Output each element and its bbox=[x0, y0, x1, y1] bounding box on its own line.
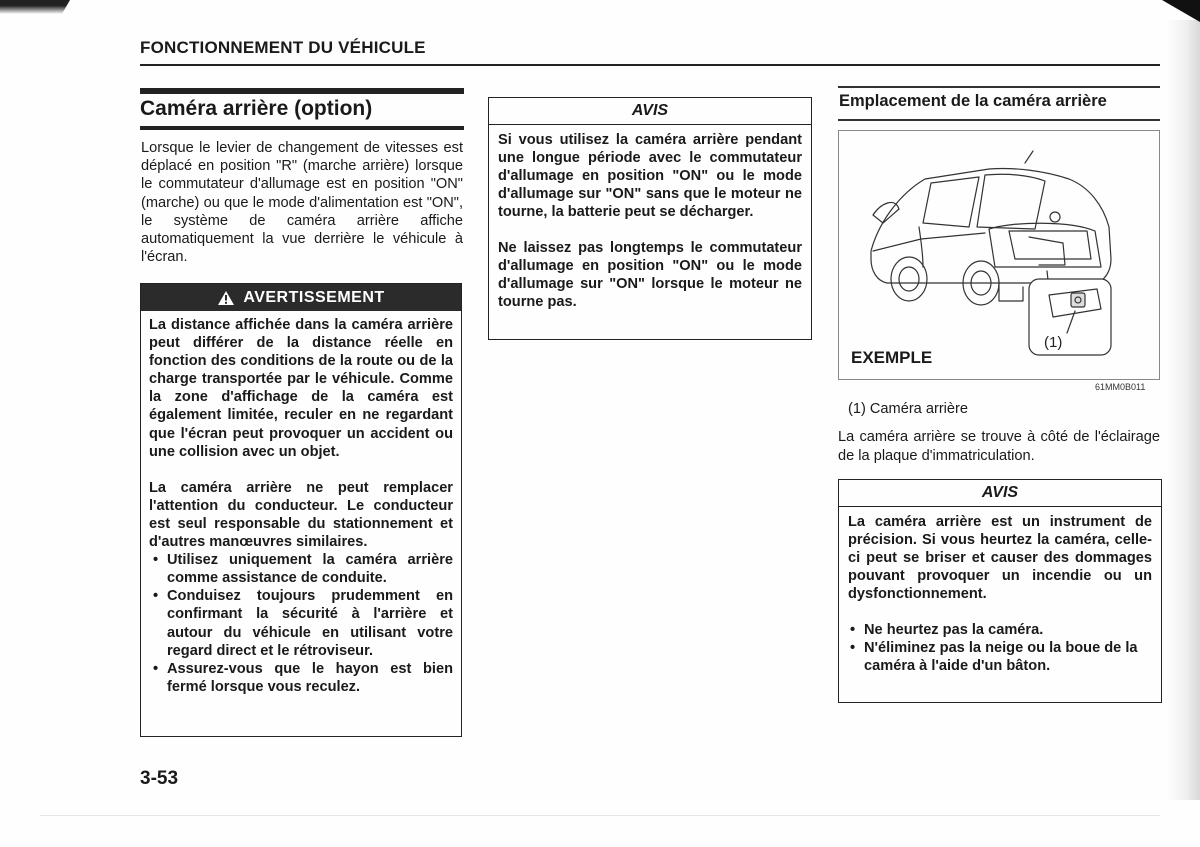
page-bottom-rule bbox=[40, 815, 1160, 816]
suv-rear-illustration bbox=[839, 131, 1160, 380]
intro-paragraph: Lorsque le levier de changement de vitesses est déplacé en position "R" (marche arrière) lorsque le commutateur d'allumage est en position "ON" (marche) ou que le mode d'alimentation est "ON", le système de caméra arrière affiche automatiquement la vue derrière le véhicule à l'écran. bbox=[141, 140, 463, 266]
notice-box bbox=[488, 97, 812, 340]
chapter-header: FONCTIONNEMENT DU VÉHICULE bbox=[140, 38, 426, 57]
warning-box bbox=[140, 283, 462, 737]
warning-bullet: • Assurez-vous que le hayon est bien fermé lorsque vous reculez. bbox=[149, 660, 453, 696]
scan-corner-mark bbox=[1162, 0, 1200, 22]
scan-corner-mark bbox=[0, 0, 70, 14]
subsection-title: Emplacement de la caméra arrière bbox=[839, 92, 1107, 110]
notice-heading: AVIS bbox=[839, 480, 1161, 507]
warning-paragraph: La distance affichée dans la caméra arrière peut différer de la distance réelle en fonction des conditions de la route ou de la charge transportée par le véhicule. Comme la zone d'affichage de la caméra est également limitée, reculer en ne regardant que l'écran peut provoquer un accident ou une collision avec un objet. bbox=[149, 317, 453, 460]
notice-paragraph: La caméra arrière est un instrument de précision. Si vous heurtez la caméra, celle-ci peut se briser et causer des dommages pouvant provoquer un incendie ou un dysfonctionnement. bbox=[848, 514, 1152, 602]
header-divider bbox=[140, 64, 1160, 66]
warning-paragraph: La caméra arrière ne peut remplacer l'attention du conducteur. Le conducteur est seul responsable du stationnement et d'autres manœuvres similaires. bbox=[149, 479, 453, 551]
warning-header bbox=[141, 284, 461, 311]
notice-paragraph: Si vous utilisez la caméra arrière pendant une longue période avec le commutateur d'allumage en position "ON" ou le mode d'allumage sur "ON" sans que le moteur ne tourne, la batterie peut se décharger. bbox=[498, 132, 802, 220]
notice-box bbox=[838, 479, 1162, 703]
notice-bullet: • Ne heurtez pas la caméra. bbox=[848, 621, 1152, 639]
figure-label: EXEMPLE bbox=[851, 348, 933, 367]
callout-caption: (1) Caméra arrière bbox=[848, 401, 969, 417]
notice-paragraph: Ne laissez pas longtemps le commutateur d'allumage en position "ON" ou le mode d'allumage sur "ON" lorsque le moteur ne tourne pas. bbox=[498, 240, 802, 310]
page-edge-shadow bbox=[1166, 20, 1200, 800]
location-paragraph: La caméra arrière se trouve à côté de l'éclairage de la plaque d'immatriculation. bbox=[838, 429, 1160, 464]
notice-list bbox=[848, 621, 1152, 675]
section-bar bbox=[140, 126, 464, 130]
notice-body bbox=[848, 513, 1152, 675]
section-bar bbox=[140, 88, 464, 94]
section-title: Caméra arrière (option) bbox=[140, 97, 373, 120]
warning-triangle-icon bbox=[217, 290, 235, 306]
warning-bullet: • Conduisez toujours prudemment en confirmant la sécurité à l'arrière et autour du véhicule en utilisant votre regard direct et le rétroviseur. bbox=[149, 587, 453, 659]
notice-heading: AVIS bbox=[489, 98, 811, 125]
notice-bullet: • N'éliminez pas la neige ou la boue de la caméra à l'aide d'un bâton. bbox=[848, 639, 1152, 675]
rear-camera-figure bbox=[838, 130, 1160, 380]
warning-heading: AVERTISSEMENT bbox=[243, 288, 385, 306]
warning-body bbox=[149, 316, 453, 696]
warning-list bbox=[149, 551, 453, 696]
subsection-rule bbox=[838, 86, 1160, 88]
warning-bullet: • Utilisez uniquement la caméra arrière comme assistance de conduite. bbox=[149, 551, 453, 587]
subsection-rule bbox=[838, 119, 1160, 121]
figure-callout: (1) bbox=[1044, 334, 1063, 351]
figure-code: 61MM0B011 bbox=[1095, 382, 1146, 392]
notice-body bbox=[498, 131, 802, 311]
page-number: 3-53 bbox=[140, 768, 179, 789]
